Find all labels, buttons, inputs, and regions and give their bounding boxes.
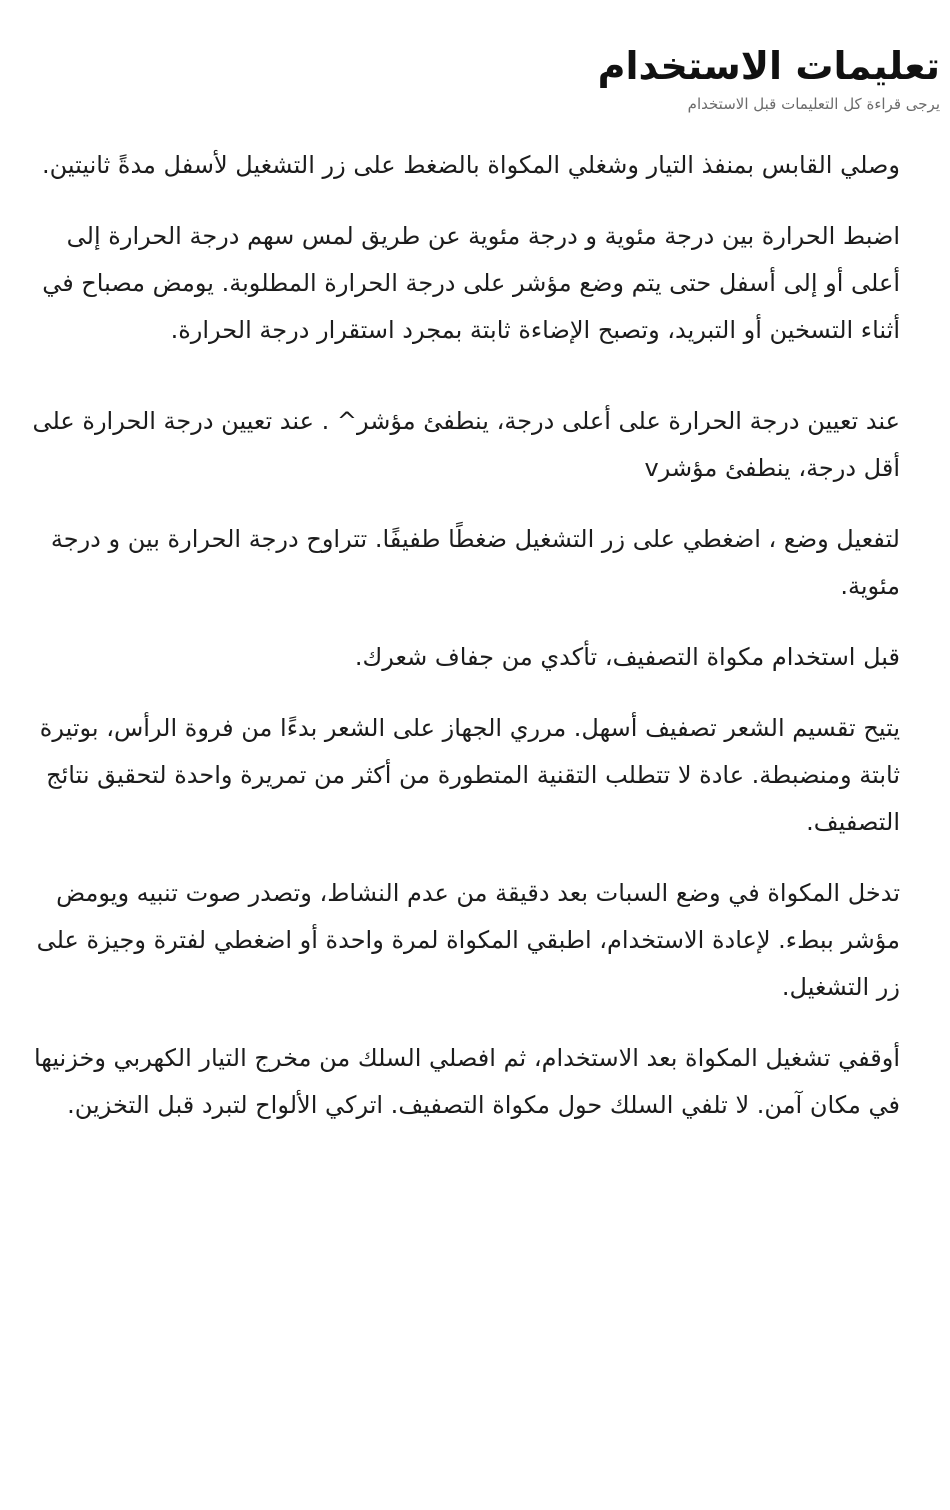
instruction-storage: أوقفي تشغيل المكواة بعد الاستخدام، ثم افصلي السلك من مخرج التيار الكهربي وخزنيها في مكان آمن. لا تلفي السلك حول مكواة التصفيف. اتركي الألواح لتبرد قبل التخزين.	[33, 1044, 900, 1119]
instruction-dry-hair: قبل استخدام مكواة التصفيف، تأكدي من جفاف شعرك.	[354, 643, 900, 671]
instruction-temperature-adjust: اضبط الحرارة بين درجة مئوية و درجة مئوية عن طريق لمس سهم درجة الحرارة إلى أعلى أو إلى أسفل حتى يتم وضع مؤشر على درجة الحرارة المطلوبة. يومض مصباح في أثناء التسخين أو التبريد، وتصبح الإضاءة ثابتة بمجرد استقرار درجة الحرارة.	[42, 222, 900, 344]
page-subtitle: يرجى قراءة كل التعليمات قبل الاستخدام	[687, 95, 940, 113]
instruction-temperature-limits: عند تعيين درجة الحرارة على أعلى درجة، ينطفئ مؤشر^ . عند تعيين درجة الحرارة على أقل درجة، ينطفئ مؤشرv	[32, 407, 900, 482]
instruction-power-on: وصلي القابس بمنفذ التيار وشغلي المكواة بالضغط على زر التشغيل لأسفل مدةً ثانيتين.	[41, 151, 900, 179]
instruction-styling: يتيح تقسيم الشعر تصفيف أسهل. مرري الجهاز على الشعر بدءًا من فروة الرأس، بوتيرة ثابتة ومنضبطة. عادة لا تتطلب التقنية المتطورة من أكثر من تمريرة واحدة لتحقيق نتائج التصفيف.	[39, 714, 900, 836]
page-title: تعليمات الاستخدام	[597, 44, 940, 88]
instruction-mode-activation: لتفعيل وضع ، اضغطي على زر التشغيل ضغطًا طفيفًا. تتراوح درجة الحرارة بين و درجة مئوية.	[50, 525, 900, 600]
instruction-sleep-mode: تدخل المكواة في وضع السبات بعد دقيقة من عدم النشاط، وتصدر صوت تنبيه ويومض مؤشر ببطء. لإعادة الاستخدام، اطبقي المكواة لمرة واحدة أو اضغطي لفترة وجيزة على زر التشغيل.	[36, 879, 900, 1001]
instructions-body	[22, 142, 940, 1129]
